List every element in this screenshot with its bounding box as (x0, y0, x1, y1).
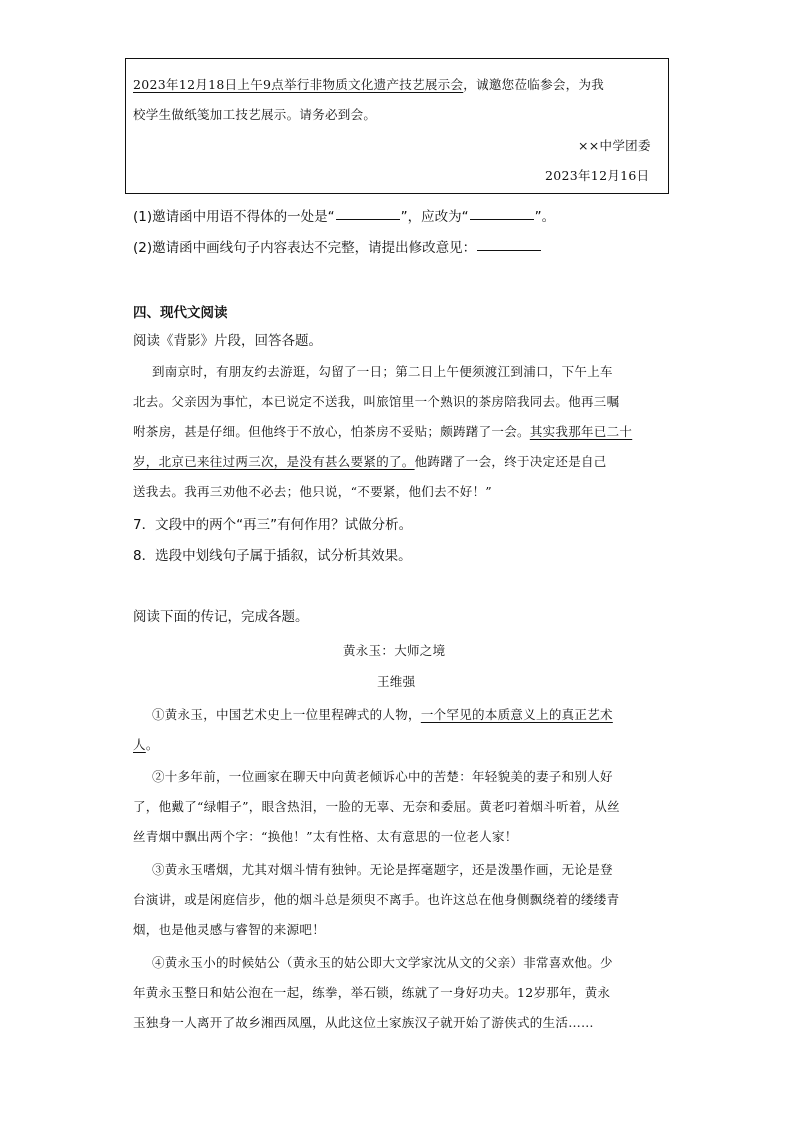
bio-underlined-phrase: 一个罕见的本质意义上的真正艺术 (420, 707, 613, 722)
bio-paragraph-4-line-2: 年黄永玉整日和姑公泡在一起，练拳，举石锁，练就了一身好功夫。12岁那年，黄永 (133, 985, 611, 1000)
passage-line-2: 北去。父亲因为事忙，本已说定不送我，叫旅馆里一个熟识的茶房陪我同去。他再三嘱 (133, 394, 620, 409)
bio-paragraph-1-line-1: ①黄永玉，中国艺术史上一位里程碑式的人物，一个罕见的本质意义上的真正艺术 (152, 707, 613, 722)
biography-title: 黄永玉：大师之境 (343, 643, 446, 658)
bio-paragraph-3-line-1: ③黄永玉嗜烟，尤其对烟斗情有独钟。无论是挥毫题字，还是泼墨作画，无论是登 (152, 862, 613, 877)
answer-blank[interactable] (470, 218, 534, 220)
invitation-signature: ××中学团委 (578, 138, 651, 153)
invitation-date: 2023年12月16日 (545, 168, 650, 183)
biography-author: 王维强 (377, 674, 416, 689)
bio-paragraph-2-line-1: ②十多年前，一位画家在聊天中向黄老倾诉心中的苦楚：年轻貌美的妻子和别人好 (152, 769, 613, 784)
bio-paragraph-2-line-2: 了，他戴了“绿帽子”，眼含热泪，一脸的无辜、无奈和委屈。黄老叼着烟斗听着，从丝 (133, 799, 620, 814)
invitation-line-1: 2023年12月18日上午9点举行非物质文化遗产技艺展示会，诚邀您莅临参会，为我 (133, 77, 605, 92)
section-heading: 四、现代文阅读 (133, 305, 228, 321)
passage-line-3: 咐茶房，甚是仔细。但他终于不放心，怕茶房不妥贴；颇踌躇了一会。其实我那年已二十 (133, 424, 633, 439)
sub-question-2: (2)邀请函中画线句子内容表达不完整，请提出修改意见： (133, 236, 542, 256)
passage-line-4: 岁，北京已来往过两三次，是没有甚么要紧的了。他踌躇了一会，终于决定还是自己 (133, 454, 607, 469)
sub-question-1: (1)邀请函中用语不得体的一处是“ ”，应改为“ ”。 (133, 209, 556, 225)
bio-paragraph-3-line-2: 台演讲，或是闲庭信步，他的烟斗总是须臾不离手。也许这总在他身侧飘绕着的缕缕青 (133, 892, 620, 907)
bio-paragraph-2-line-3: 丝青烟中飘出两个字：“换他！”太有性格、太有意思的一位老人家！ (133, 829, 518, 844)
passage-underlined-sentence: 其实我那年已二十 (529, 424, 633, 439)
question-8: 8．选段中划线句子属于插叙，试分析其效果。 (133, 548, 412, 564)
answer-blank[interactable] (336, 218, 400, 220)
question-7: 7．文段中的两个“再三”有何作用？试做分析。 (133, 517, 413, 533)
answer-blank[interactable] (477, 249, 541, 251)
biography-intro: 阅读下面的传记，完成各题。 (133, 609, 309, 625)
bio-paragraph-4-line-3: 玉独身一人离开了故乡湘西凤凰，从此这位土家族汉子就开始了游侠式的生活…… (133, 1015, 594, 1030)
bio-paragraph-1-line-2: 人。 (133, 737, 159, 752)
invitation-line-2: 校学生做纸笺加工技艺展示。请务必到会。 (133, 107, 377, 122)
section-intro: 阅读《背影》片段，回答各题。 (133, 333, 322, 349)
bio-paragraph-3-line-3: 烟，也是他灵感与睿智的来源吧！ (133, 922, 326, 937)
invitation-underlined-sentence: 2023年12月18日上午9点举行非物质文化遗产技艺展示会 (133, 77, 464, 92)
bio-paragraph-4-line-1: ④黄永玉小的时候姑公（黄永玉的姑公即大文学家沈从文的父亲）非常喜欢他。少 (152, 955, 613, 970)
passage-line-5: 送我去。我再三劝他不必去；他只说，“不要紧，他们去不好！” (133, 484, 492, 499)
passage-line-1: 到南京时，有朋友约去游逛，勾留了一日；第二日上午便须渡江到浦口，下午上车 (152, 364, 613, 379)
passage-underlined-sentence: 岁，北京已来往过两三次，是没有甚么要紧的了。 (133, 454, 415, 469)
